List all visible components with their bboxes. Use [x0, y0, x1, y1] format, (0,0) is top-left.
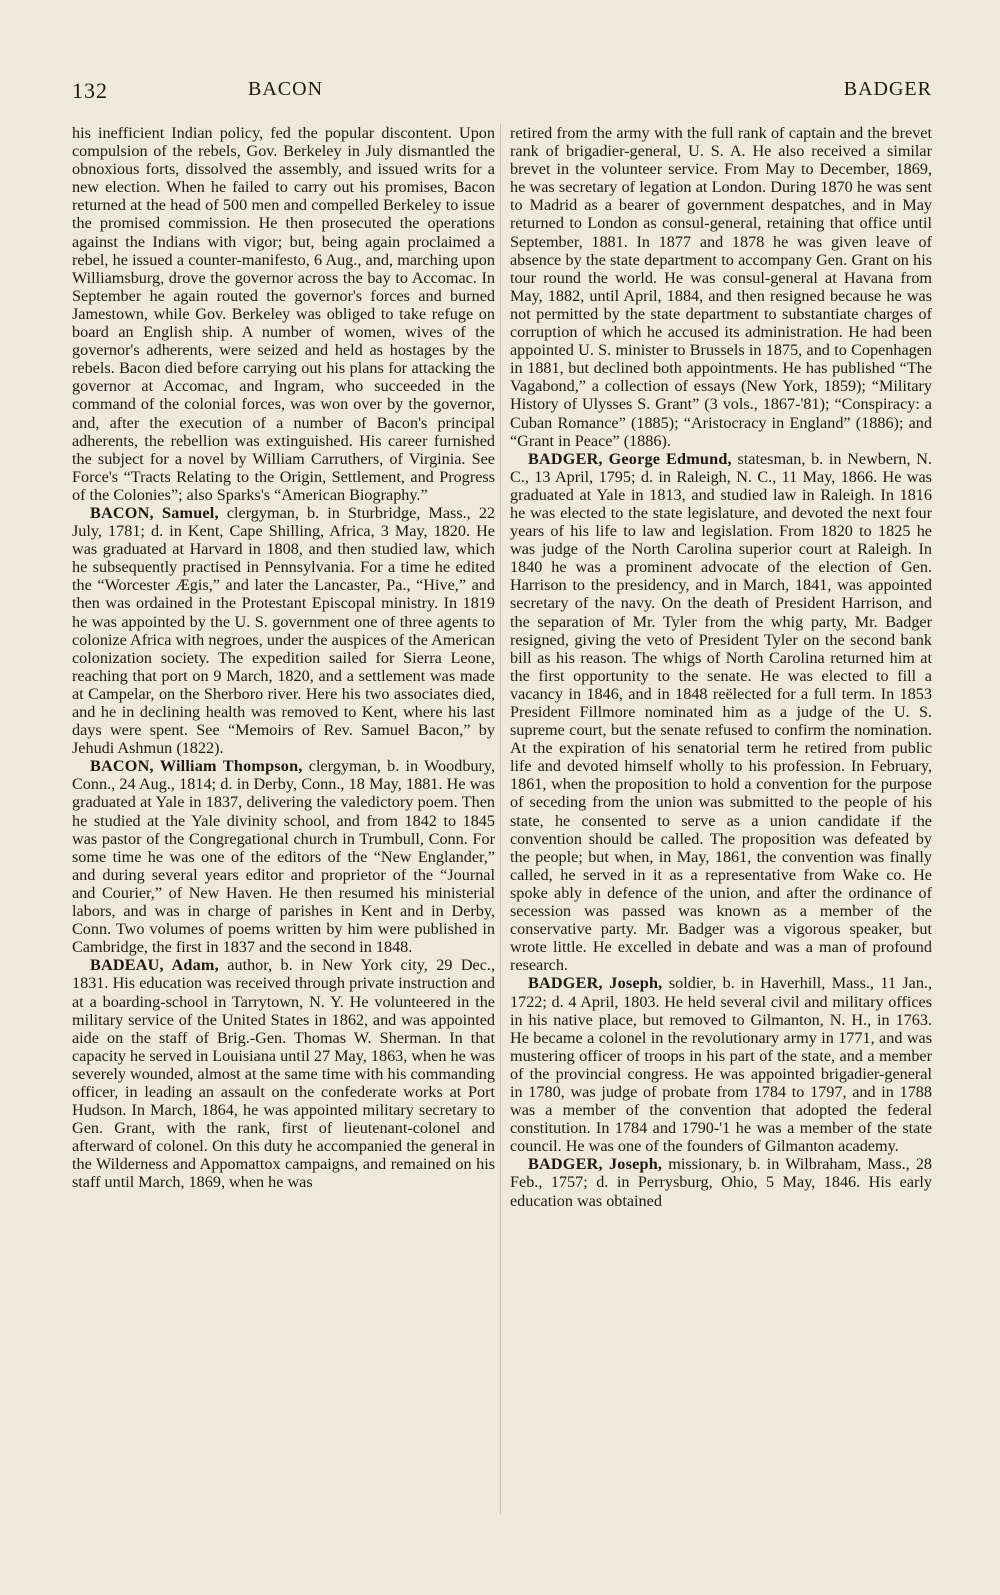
- entry-text: clergyman, b. in Sturbridge, Mass., 22 July, 1781; d. in Kent, Cape Shilling, Africa, 3 May, 1820. He was graduated at Harvard in 1808, and then studied law, which he subsequently practised in Pennsylvania. For a time he edited the “Worcester Ægis,” and later the Lancaster, Pa., “Hive,” and then was ordained in the Protestant Episcopal ministry. In 1819 he was appointed by the U. S. government one of three agents to colonize Africa with negroes, under the auspices of the American colonization society. The expedition sailed for Sierra Leone, reaching that port on 9 March, 1820, and a settlement was made at Campelar, on the Sherboro river. Here his two associates died, and he in declining health was removed to Kent, where his last days were spent. See “Memoirs of Rev. Samuel Bacon,” by Jehudi Ashmun (1822).: [72, 503, 496, 758]
- entry-badger-joseph-missionary: [510, 1155, 932, 1209]
- entry-badger-joseph-soldier: [510, 974, 932, 1155]
- entry-text: statesman, b. in Newbern, N. C., 13 April, 1795; d. in Raleigh, N. C., 11 May, 1866. He was graduated at Yale in 1813, and studied law in Raleigh. In 1816 he was elected to the state legislature, and devoted the next four years of his life to law and legislation. From 1820 to 1825 he was judge of the North Carolina superior court at Raleigh. In 1840 he was a prominent advocate of the election of Gen. Harrison to the presidency, and in March, 1841, was appointed secretary of the navy. On the death of President Harrison, and the separation of Mr. Tyler from the whig party, Mr. Badger resigned, giving the veto of President Tyler on the second bank bill as his reason. The whigs of North Carolina returned him at the first opportunity to the senate. He was elected to fill a vacancy in 1846, and in 1848 reëlected for a full term. In 1853 President Fillmore nominated him as a judge of the U. S. supreme court, but the senate refused to confirm the nomination. At the expiration of his senatorial term he retired from public life and devoted himself wholly to his profession. In February, 1861, when the proposition to hold a convention for the purpose of seceding from the union was submitted to the people of his state, he consented to serve as a union candidate if the convention should be called. The proposition was defeated by the people; but when, in May, 1861, the convention was finally called, he served in it as a representative from Wake co. He spoke ably in defence of the union, and after the ordinance of secession was passed was known as a member of the conservative party. Mr. Badger was a vigorous speaker, but wrote little. He excelled in debate and was a man of profound research.: [510, 449, 933, 975]
- entry-text: author, b. in New York city, 29 Dec., 1831. His education was received through private instruction and at a boarding-school in Tarrytown, N. Y. He volunteered in the military service of the United States in 1862, and was appointed aide on the staff of Brig.-Gen. Thomas W. Sherman. In that capacity he served in Louisiana until 27 May, 1863, when he was severely wounded, almost at the same time with his commanding officer, in leading an assault on the confederate works at Port Hudson. In March, 1864, he was appointed military secretary to Gen. Grant, with the rank, first of lieutenant-colonel and afterward of colonel. On this duty he accompanied the general in the Wilderness and Appomattox campaigns, and remained on his staff until March, 1869, when he was: [72, 956, 495, 1192]
- column-divider: [500, 124, 501, 1514]
- entry-text: soldier, b. in Haverhill, Mass., 11 Jan., 1722; d. 4 April, 1803. He held several civil and military offices in his native place, but removed to Gilmanton, N. H., in 1763. He became a colonel in the revolutionary army in 1771, and was mustering officer of troops in his part of the state, and a member of the provincial congress. He was appointed brigadier-general in 1780, was judge of probate from 1784 to 1797, and in 1788 was a member of the convention that adopted the federal constitution. In 1784 and 1790-'1 he was a member of the state council. He was one of the founders of Gilmanton academy.: [510, 974, 933, 1156]
- headword: BACON, Samuel,: [90, 503, 219, 522]
- entry-bacon-samuel: [72, 504, 495, 757]
- entry-badeau-adam: [72, 956, 495, 1191]
- left-column: [72, 124, 495, 1192]
- entry-bacon-continued: his inefficient Indian policy, fed the popular discontent. Upon compulsion of the rebels, Gov. Berkeley in July dismantled the obnoxious forts, dissolved the assembly, and issued writs for a new election. When he failed to carry out his promises, Bacon returned at the head of 500 men and compelled Berkeley to issue the promised commission. He then prosecuted the operations against the Indians with vigor; but, being again proclaimed a rebel, he issued a counter-manifesto, 6 Aug., and, marching upon Williamsburg, drove the governor across the bay to Accomac. In September he again routed the governor's forces and burned Jamestown, while Gov. Berkeley was obliged to take refuge on board an English ship. A number of women, wives of the governor's adherents, were seized and held as hostages by the rebels. Bacon died before carrying out his plans for attacking the governor at Accomac, and Ingram, who succeeded in the command of the colonial forces, was won over by the governor, and, after the execution of a number of Bacon's principal adherents, the rebellion was extinguished. His career furnished the subject for a novel by William Carruthers, of Virginia. See Force's “Tracts Relating to the Origin, Settlement, and Progress of the Colonies”; also Sparks's “American Biography.”: [72, 124, 495, 504]
- headword: BADGER, George Edmund,: [528, 449, 732, 468]
- entry-badger-george: [510, 450, 932, 975]
- right-column: [510, 124, 932, 1210]
- entry-text: clergyman, b. in Woodbury, Conn., 24 Aug., 1814; d. in Derby, Conn., 18 May, 1881. He was graduated at Yale in 1837, delivering the valedictory poem. Then he studied at the Yale divinity school, and from 1842 to 1845 was pastor of the Congregational church in Trumbull, Conn. For some time he was one of the editors of the “New Englander,” and during several years editor and proprietor of the “Journal and Courier,” of New Haven. He then resumed his ministerial labors, and was in charge of parishes in Kent and in Derby, Conn. Two volumes of poems written by him were published in Cambridge, the first in 1837 and the second in 1848.: [72, 757, 496, 957]
- headword: BACON, William Thompson,: [90, 757, 303, 776]
- running-head-left: BACON: [248, 78, 324, 100]
- headword: BADEAU, Adam,: [90, 956, 219, 975]
- headword: BADGER, Joseph,: [528, 974, 663, 993]
- headword: BADGER, Joseph,: [528, 1155, 663, 1174]
- running-head-right: BADGER: [843, 78, 932, 100]
- page-number: 132: [72, 78, 108, 103]
- page-header: [72, 78, 932, 108]
- entry-bacon-william: [72, 757, 495, 956]
- entry-badeau-continued: retired from the army with the full rank of captain and the brevet rank of brigadier-general, U. S. A. He also received a similar brevet in the volunteer service. From May to December, 1869, he was secretary of legation at London. During 1870 he was sent to Madrid as a bearer of government despatches, and in May returned to London as consul-general, retaining that office until September, 1881. In 1877 and 1878 he was given leave of absence by the state department to accompany Gen. Grant on his tour round the world. He was consul-general at Havana from May, 1882, until April, 1884, and then resigned because he was not permitted by the state department to substantiate charges of corruption of which he accused its administration. He had been appointed U. S. minister to Brussels in 1875, and to Copenhagen in 1881, but declined both appointments. He has published “The Vagabond,” a collection of essays (New York, 1859); “Military History of Ulysses S. Grant” (3 vols., 1867-'81); “Conspiracy: a Cuban Romance” (1885); “Aristocracy in England” (1886); and “Grant in Peace” (1886).: [510, 124, 932, 450]
- entry-text: missionary, b. in Wilbraham, Mass., 28 Feb., 1757; d. in Perrysburg, Ohio, 5 May, 1846. His early education was obtained: [510, 1155, 933, 1210]
